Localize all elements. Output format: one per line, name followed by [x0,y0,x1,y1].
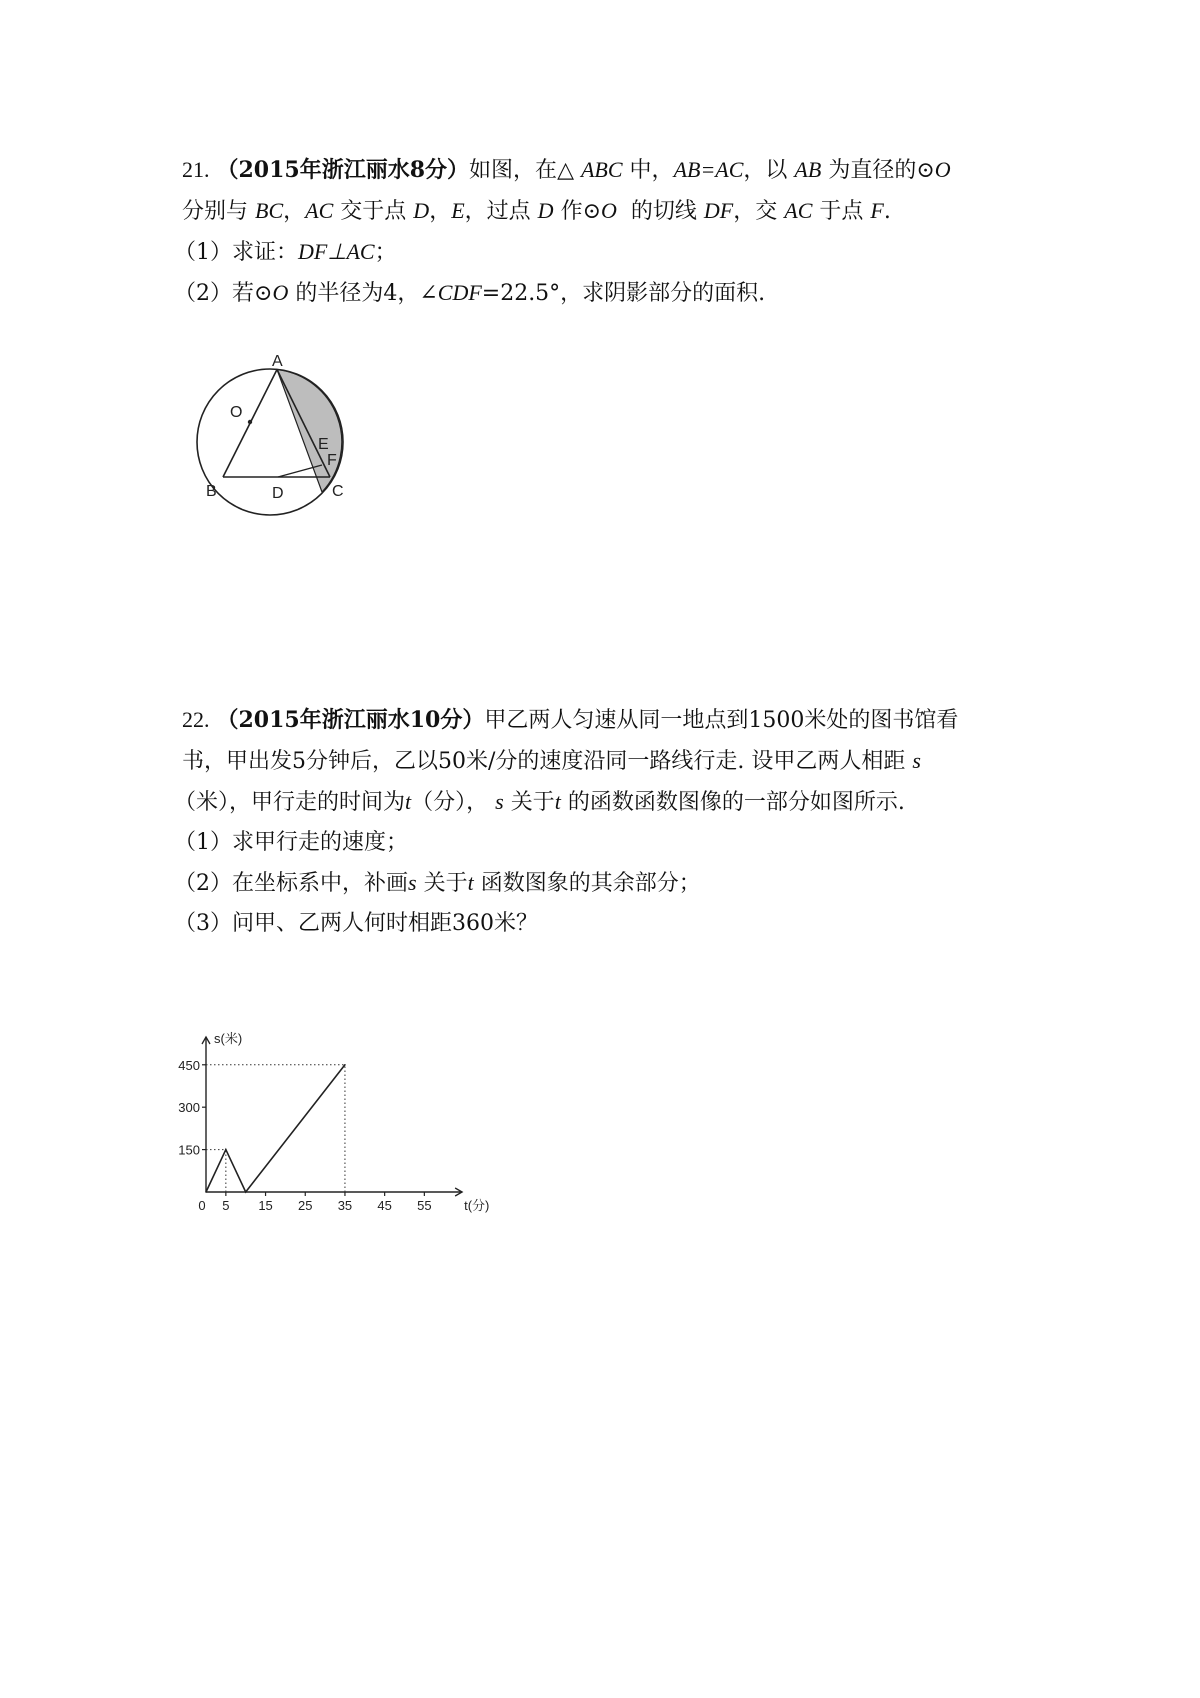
x-tick-label: 35 [337,1198,353,1213]
p22-q2-text: （2）在坐标系中，补画 [174,871,408,896]
triangle-symbol: △ [557,158,574,183]
p21-d: D [413,198,430,223]
p22-line-1 [182,700,1052,741]
p22-text: 书，甲出发5分钟后，乙以50米/分的速度沿同一路线行走. 设甲乙两人相距 [182,749,906,774]
p21-q2-text: （2）若⊙ [174,281,273,306]
p21-line-2 [182,191,1052,232]
series-point [205,1191,207,1193]
label-b: B [206,483,217,500]
p21-o: O [601,198,617,223]
var-s: s [408,870,417,895]
y-axis-label: s(米) [214,1030,243,1046]
p21-ac: AC [305,198,334,223]
p22-q1: （1）求甲行走的速度； [174,830,408,855]
series-line [206,1065,345,1192]
problem-22 [174,700,1052,944]
p21-text: 中， [629,158,674,183]
x-tick-label: 5 [222,1198,230,1213]
p21-df: DF [703,198,734,223]
p22-line-3 [174,782,1052,823]
p22-q2-text: 关于 [423,871,468,896]
p21-number: 21. [182,157,210,182]
p21-text: ， [283,199,306,224]
p22-question-1 [174,823,1052,863]
p22-text: （米），甲行走的时间为 [174,790,406,815]
p21-q1-suffix: ； [374,240,397,265]
p21-text: ，过点 [464,199,531,224]
p21-text: 于点 [819,199,864,224]
p21-ab-eq-ac: AB=AC [673,157,744,182]
p22-line-2 [182,741,1052,782]
y-tick-label: 300 [178,1100,200,1116]
chart-layer [178,1031,489,1213]
p21-text: ，以 [743,158,788,183]
p22-q3: （3）问甲、乙两人何时相距360米？ [174,911,538,936]
p21-text: 的切线 [630,199,697,224]
label-f: F [327,452,337,469]
label-o: O [230,404,243,421]
p21-text: 分别与 [182,199,249,224]
p21-ac: AC [784,198,813,223]
label-e: E [318,436,329,453]
p21-o: O [934,157,951,182]
p21-text: 作⊙ [560,199,601,224]
var-t: t [467,870,474,895]
p21-cdf: CDF [437,280,482,305]
p21-abc: ABC [580,157,623,182]
p21-question-2 [174,273,1052,314]
geometry-figure [190,352,390,542]
p21-line-1 [182,150,1052,191]
p21-e: E [451,198,465,223]
p22-text: 甲乙两人匀速从同一地点到1500米处的图书馆看 [484,708,959,733]
function-graph [178,1000,490,1225]
x-tick-label: 55 [417,1198,432,1213]
p21-text: 如图，在 [469,158,558,183]
x-tick-label: 45 [377,1198,392,1213]
p22-text: （分）， [411,790,489,815]
p22-text: 的函数函数图像的一部分如图所示. [567,790,905,815]
x-tick-label: 25 [298,1198,313,1213]
p21-d: D [537,198,554,223]
p21-text: 为直径的⊙ [828,158,935,183]
var-t: t [405,789,412,814]
p21-source: （2015年浙江丽水8分） [216,157,470,183]
p21-bc: BC [255,198,284,223]
series-point [225,1149,227,1151]
var-s: s [912,748,921,773]
p21-q1-expr: DF⊥AC [298,239,375,264]
x-axis-label: t(分) [464,1198,490,1213]
p22-source: （2015年浙江丽水10分） [216,707,485,733]
p22-text: 关于 [510,790,555,815]
p22-number: 22. [182,707,210,732]
center-point [248,420,252,424]
var-t: t [554,789,561,814]
p21-text: ，交 [733,199,778,224]
p22-question-2 [174,863,1052,904]
p21-q2-text: =22.5°，求阴影部分的面积. [481,281,766,306]
p21-o: O [272,280,289,305]
p21-text: ， [429,199,452,224]
x-tick-label: 0 [198,1198,206,1213]
y-tick-label: 450 [178,1057,200,1073]
x-tick-label: 15 [258,1198,273,1213]
p22-question-3 [174,904,1052,944]
p21-f: F [870,198,884,223]
p21-text: 交于点 [340,199,407,224]
series-point [344,1064,346,1066]
problem-21 [174,150,1052,314]
p21-ab: AB [794,157,822,182]
p21-q2-text: 的半径为4，∠ [295,281,438,306]
y-tick-label: 150 [178,1142,200,1158]
label-c: C [332,483,344,500]
label-d: D [272,485,284,502]
p21-q1-prefix: （1）求证： [174,240,298,265]
p22-q2-text: 函数图象的其余部分； [480,871,701,896]
p21-text: . [883,199,891,224]
p21-question-1 [174,232,1052,273]
var-s: s [495,789,504,814]
series-point [245,1191,247,1193]
label-a: A [272,353,283,370]
